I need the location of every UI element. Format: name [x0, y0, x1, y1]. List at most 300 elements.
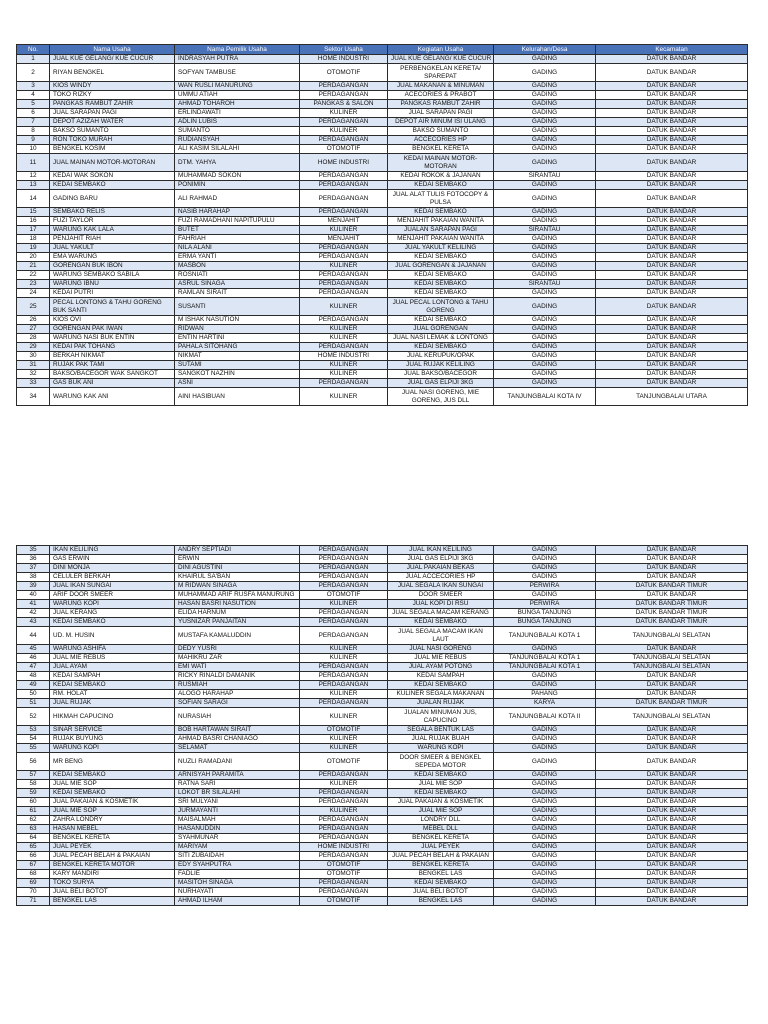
cell-village: GADING: [494, 325, 596, 334]
cell-sector: PERDAGANGAN: [300, 172, 388, 181]
table-row: [17, 262, 748, 271]
cell-business-name: RUJAK BUYUNG: [50, 735, 175, 744]
cell-owner-name: ADLIN LUBIS: [175, 118, 300, 127]
cell-village: GADING: [494, 235, 596, 244]
cell-no: 21: [17, 262, 50, 271]
cell-village: GADING: [494, 888, 596, 897]
cell-activity: MENJAHIT PAKAIAN WANITA: [388, 217, 494, 226]
cell-owner-name: ERLINDAWATI: [175, 109, 300, 118]
cell-activity: BENGKEL KERETA: [388, 861, 494, 870]
cell-activity: KEDAI SAMPAH: [388, 672, 494, 681]
cell-district: DATUK BANDAR: [596, 226, 748, 235]
cell-activity: JUAL NASI GORENG: [388, 645, 494, 654]
cell-sector: PERDAGANGAN: [300, 879, 388, 888]
cell-activity: KEDAI SEMBAKO: [388, 789, 494, 798]
cell-district: DATUK BANDAR: [596, 298, 748, 316]
cell-district: DATUK BANDAR: [596, 289, 748, 298]
cell-owner-name: MASITOH SINAGA: [175, 879, 300, 888]
cell-owner-name: PONIMIN: [175, 181, 300, 190]
cell-village: GADING: [494, 816, 596, 825]
cell-activity: DOOR SMEER & BENGKEL SEPEDA MOTOR: [388, 753, 494, 771]
cell-sector: KULINER: [300, 325, 388, 334]
cell-no: 71: [17, 897, 50, 906]
cell-owner-name: UMMU ATIAH: [175, 91, 300, 100]
cell-activity: JUAL NASI LEMAK & LONTONG: [388, 334, 494, 343]
cell-sector: PERDAGANGAN: [300, 280, 388, 289]
table-row: [17, 699, 748, 708]
cell-district: DATUK BANDAR: [596, 253, 748, 262]
cell-no: 15: [17, 208, 50, 217]
cell-sector: KULINER: [300, 298, 388, 316]
cell-district: DATUK BANDAR: [596, 816, 748, 825]
cell-activity: BENGKEL KERETA: [388, 145, 494, 154]
cell-business-name: WARUNG KAK ANI: [50, 388, 175, 406]
cell-sector: KULINER: [300, 744, 388, 753]
cell-village: GADING: [494, 843, 596, 852]
table-row: [17, 298, 748, 316]
table-row: [17, 852, 748, 861]
cell-activity: JUAL GAS ELPIJI 3KG: [388, 555, 494, 564]
cell-village: GADING: [494, 289, 596, 298]
cell-business-name: BAKSO SUMANTO: [50, 127, 175, 136]
cell-district: DATUK BANDAR: [596, 807, 748, 816]
cell-owner-name: SYAHMUNAR: [175, 834, 300, 843]
cell-village: GADING: [494, 154, 596, 172]
cell-sector: KULINER: [300, 127, 388, 136]
table-row: [17, 726, 748, 735]
cell-business-name: JUAL MIE REBUS: [50, 654, 175, 663]
cell-village: SIRANTAU: [494, 172, 596, 181]
cell-owner-name: JURMAYANTI: [175, 807, 300, 816]
cell-no: 64: [17, 834, 50, 843]
cell-activity: JUAL PECAL LONTONG & TAHU GORENG: [388, 298, 494, 316]
cell-activity: WARUNG KOPI: [388, 744, 494, 753]
cell-district: DATUK BANDAR: [596, 591, 748, 600]
table-row: [17, 780, 748, 789]
cell-activity: DEPOT AIR MINUM ISI ULANG: [388, 118, 494, 127]
cell-no: 11: [17, 154, 50, 172]
cell-business-name: KIOS WINDY: [50, 82, 175, 91]
cell-district: DATUK BANDAR: [596, 726, 748, 735]
cell-village: GADING: [494, 343, 596, 352]
cell-district: DATUK BANDAR TIMUR: [596, 600, 748, 609]
cell-district: DATUK BANDAR: [596, 262, 748, 271]
cell-activity: JUAL MIE SOP: [388, 807, 494, 816]
cell-district: DATUK BANDAR: [596, 208, 748, 217]
cell-sector: OTOMOTIF: [300, 145, 388, 154]
cell-business-name: JUAL BELI BOTOT: [50, 888, 175, 897]
cell-no: 31: [17, 361, 50, 370]
cell-no: 29: [17, 343, 50, 352]
cell-owner-name: ROSNIATI: [175, 271, 300, 280]
cell-district: DATUK BANDAR: [596, 109, 748, 118]
cell-no: 13: [17, 181, 50, 190]
cell-business-name: JUAL YAKULT: [50, 244, 175, 253]
cell-no: 33: [17, 379, 50, 388]
business-table-part-2: [16, 545, 748, 906]
cell-district: DATUK BANDAR: [596, 645, 748, 654]
table-row: [17, 609, 748, 618]
cell-village: BUNGA TANJUNG: [494, 618, 596, 627]
cell-district: DATUK BANDAR: [596, 834, 748, 843]
table-row: [17, 708, 748, 726]
cell-sector: PERDAGANGAN: [300, 118, 388, 127]
cell-owner-name: ASNI: [175, 379, 300, 388]
table-row: [17, 316, 748, 325]
table-row: [17, 136, 748, 145]
table-row: [17, 91, 748, 100]
cell-district: DATUK BANDAR: [596, 861, 748, 870]
cell-no: 52: [17, 708, 50, 726]
cell-village: GADING: [494, 672, 596, 681]
cell-owner-name: MUSTAFA KAMALUDDIN: [175, 627, 300, 645]
cell-business-name: BERKAH NIKMAT: [50, 352, 175, 361]
table-row: [17, 654, 748, 663]
cell-owner-name: AINI HASIBUAN: [175, 388, 300, 406]
cell-village: GADING: [494, 352, 596, 361]
cell-business-name: FUZI TAYLOR: [50, 217, 175, 226]
cell-village: GADING: [494, 370, 596, 379]
cell-village: PERWIRA: [494, 600, 596, 609]
cell-business-name: WARUNG IBNU: [50, 280, 175, 289]
cell-activity: BAKSO SUMANTO: [388, 127, 494, 136]
cell-activity: KEDAI SEMBAKO: [388, 316, 494, 325]
cell-activity: KEDAI SEMBAKO: [388, 253, 494, 262]
cell-business-name: GADING BARU: [50, 190, 175, 208]
cell-owner-name: SUSANTI: [175, 298, 300, 316]
cell-village: PERWIRA: [494, 582, 596, 591]
cell-village: GADING: [494, 244, 596, 253]
cell-business-name: KIOS OVI: [50, 316, 175, 325]
cell-owner-name: RUDIANSYAH: [175, 136, 300, 145]
cell-owner-name: AHMAD ILHAM: [175, 897, 300, 906]
cell-village: GADING: [494, 127, 596, 136]
cell-no: 49: [17, 681, 50, 690]
cell-village: GADING: [494, 64, 596, 82]
table-row: [17, 897, 748, 906]
cell-no: 9: [17, 136, 50, 145]
table-row: [17, 672, 748, 681]
cell-activity: ACCECORIES HP: [388, 136, 494, 145]
cell-owner-name: ERWIN: [175, 555, 300, 564]
cell-owner-name: NASIB HARAHAP: [175, 208, 300, 217]
cell-no: 32: [17, 370, 50, 379]
cell-sector: KULINER: [300, 370, 388, 379]
cell-village: GADING: [494, 271, 596, 280]
cell-sector: PERDAGANGAN: [300, 663, 388, 672]
cell-sector: HOME INDUSTRI: [300, 154, 388, 172]
cell-no: 3: [17, 82, 50, 91]
cell-owner-name: EDY SYAHPUTRA: [175, 861, 300, 870]
cell-village: GADING: [494, 334, 596, 343]
cell-district: DATUK BANDAR: [596, 370, 748, 379]
cell-owner-name: MARIYAM: [175, 843, 300, 852]
cell-activity: ACECORIES & PRABOT: [388, 91, 494, 100]
cell-sector: KULINER: [300, 226, 388, 235]
cell-sector: PERDAGANGAN: [300, 816, 388, 825]
cell-business-name: JUAL RUJAK: [50, 699, 175, 708]
cell-no: 44: [17, 627, 50, 645]
cell-owner-name: ENTIN HARTINI: [175, 334, 300, 343]
cell-business-name: KEDAI SEMBAKO: [50, 181, 175, 190]
cell-sector: KULINER: [300, 735, 388, 744]
cell-no: 55: [17, 744, 50, 753]
cell-activity: KEDAI SEMBAKO: [388, 771, 494, 780]
cell-no: 6: [17, 109, 50, 118]
cell-business-name: PECAL LONTONG & TAHU GORENG BUK SANTI: [50, 298, 175, 316]
table-row: [17, 564, 748, 573]
cell-village: GADING: [494, 91, 596, 100]
cell-owner-name: ARNISYAH PARAMITA: [175, 771, 300, 780]
cell-business-name: GORENGAN PAK IWAN: [50, 325, 175, 334]
cell-district: TANJUNGBALAI UTARA: [596, 388, 748, 406]
cell-district: DATUK BANDAR TIMUR: [596, 609, 748, 618]
cell-no: 65: [17, 843, 50, 852]
col-header-business-name: Nama Usaha: [50, 45, 175, 55]
cell-sector: KULINER: [300, 334, 388, 343]
cell-district: DATUK BANDAR: [596, 325, 748, 334]
cell-business-name: KEDAI SEMBAKO: [50, 618, 175, 627]
cell-district: DATUK BANDAR: [596, 217, 748, 226]
table-row: [17, 388, 748, 406]
col-header-activity: Kegiatan Usaha: [388, 45, 494, 55]
cell-owner-name: ASRUL SINAGA: [175, 280, 300, 289]
cell-business-name: MR BENG: [50, 753, 175, 771]
cell-business-name: GAS ERWIN: [50, 555, 175, 564]
cell-no: 39: [17, 582, 50, 591]
cell-no: 58: [17, 780, 50, 789]
cell-sector: HOME INDUSTRI: [300, 55, 388, 64]
table-header: [17, 45, 748, 55]
business-table-part-1: [16, 44, 748, 406]
cell-business-name: RM. HOLAT: [50, 690, 175, 699]
cell-village: GADING: [494, 316, 596, 325]
cell-sector: OTOMOTIF: [300, 870, 388, 879]
cell-sector: OTOMOTIF: [300, 64, 388, 82]
cell-district: DATUK BANDAR: [596, 753, 748, 771]
cell-district: DATUK BANDAR: [596, 118, 748, 127]
cell-village: SIRANTAU: [494, 226, 596, 235]
table-row: [17, 834, 748, 843]
cell-owner-name: SUMANTO: [175, 127, 300, 136]
cell-owner-name: RATNA SARI: [175, 780, 300, 789]
cell-owner-name: M RIDWAN SINAGA: [175, 582, 300, 591]
cell-sector: KULINER: [300, 780, 388, 789]
cell-sector: PERDAGANGAN: [300, 253, 388, 262]
cell-district: DATUK BANDAR: [596, 136, 748, 145]
cell-business-name: HASAN MEBEL: [50, 825, 175, 834]
cell-district: DATUK BANDAR: [596, 154, 748, 172]
cell-activity: KEDAI ROKOK & JAJANAN: [388, 172, 494, 181]
cell-no: 14: [17, 190, 50, 208]
cell-village: GADING: [494, 798, 596, 807]
cell-no: 69: [17, 879, 50, 888]
cell-village: GADING: [494, 253, 596, 262]
cell-business-name: HIKMAH CAPUCINO: [50, 708, 175, 726]
cell-no: 16: [17, 217, 50, 226]
cell-sector: HOME INDUSTRI: [300, 843, 388, 852]
cell-activity: KEDAI SEMBAKO: [388, 208, 494, 217]
cell-district: DATUK BANDAR TIMUR: [596, 699, 748, 708]
cell-activity: JUAL PEYEK: [388, 843, 494, 852]
cell-activity: JUAL ACCECORIES HP: [388, 573, 494, 582]
cell-business-name: TOKO RIZKY: [50, 91, 175, 100]
cell-village: GADING: [494, 118, 596, 127]
cell-sector: KULINER: [300, 708, 388, 726]
cell-activity: JUAL SEGALA MACAM IKAN LAUT: [388, 627, 494, 645]
cell-village: GADING: [494, 573, 596, 582]
cell-district: DATUK BANDAR: [596, 825, 748, 834]
cell-business-name: JUAL MAINAN MOTOR-MOTORAN: [50, 154, 175, 172]
cell-district: DATUK BANDAR: [596, 235, 748, 244]
table-row: [17, 154, 748, 172]
cell-village: GADING: [494, 879, 596, 888]
cell-village: GADING: [494, 771, 596, 780]
cell-village: GADING: [494, 181, 596, 190]
cell-no: 60: [17, 798, 50, 807]
table-row: [17, 807, 748, 816]
cell-owner-name: AHMAD BASRI CHANIAGO: [175, 735, 300, 744]
cell-activity: LONDRY DLL: [388, 816, 494, 825]
cell-owner-name: PAHALA SITOHANG: [175, 343, 300, 352]
cell-sector: HOME INDUSTRI: [300, 352, 388, 361]
cell-activity: KEDAI SEMBAKO: [388, 879, 494, 888]
cell-owner-name: HASAN BASRI NASUTION: [175, 600, 300, 609]
cell-business-name: GORENGAN BUK IBON: [50, 262, 175, 271]
table-row: [17, 118, 748, 127]
cell-no: 68: [17, 870, 50, 879]
cell-owner-name: BUTET: [175, 226, 300, 235]
cell-owner-name: NUZLI RAMADANI: [175, 753, 300, 771]
table-row: [17, 645, 748, 654]
table-row: [17, 235, 748, 244]
cell-business-name: UD. M. HUSIN: [50, 627, 175, 645]
cell-owner-name: FAHRIAH: [175, 235, 300, 244]
cell-activity: KEDAI SEMBAKO: [388, 271, 494, 280]
table-row: [17, 546, 748, 555]
cell-owner-name: HASANUDDIN: [175, 825, 300, 834]
cell-sector: KULINER: [300, 262, 388, 271]
cell-business-name: PANGKAS RAMBUT ZAHIR: [50, 100, 175, 109]
cell-activity: JUAL PAKAIAN BEKAS: [388, 564, 494, 573]
cell-district: DATUK BANDAR: [596, 735, 748, 744]
cell-village: TANJUNGBALAI KOTA II: [494, 708, 596, 726]
cell-district: DATUK BANDAR: [596, 879, 748, 888]
cell-owner-name: ALI KASIM SILALAHI: [175, 145, 300, 154]
table-row: [17, 816, 748, 825]
cell-village: GADING: [494, 726, 596, 735]
cell-village: GADING: [494, 789, 596, 798]
cell-sector: PERDAGANGAN: [300, 681, 388, 690]
cell-business-name: WARUNG NASI BUK ENTIN: [50, 334, 175, 343]
table-row: [17, 690, 748, 699]
cell-no: 7: [17, 118, 50, 127]
cell-district: DATUK BANDAR: [596, 352, 748, 361]
cell-no: 10: [17, 145, 50, 154]
cell-sector: PERDAGANGAN: [300, 573, 388, 582]
cell-owner-name: NIKMAT: [175, 352, 300, 361]
cell-sector: PERDAGANGAN: [300, 609, 388, 618]
cell-village: GADING: [494, 645, 596, 654]
cell-village: GADING: [494, 744, 596, 753]
table-row: [17, 253, 748, 262]
cell-no: 5: [17, 100, 50, 109]
cell-village: GADING: [494, 834, 596, 843]
cell-activity: KEDAI SEMBAKO: [388, 681, 494, 690]
cell-business-name: JUAL PECAH BELAH & PAKAIAN: [50, 852, 175, 861]
cell-activity: JUAL MIE SOP: [388, 780, 494, 789]
cell-business-name: JUAL MIE SOP: [50, 780, 175, 789]
table-row: [17, 843, 748, 852]
cell-owner-name: RIDWAN: [175, 325, 300, 334]
cell-district: DATUK BANDAR: [596, 870, 748, 879]
table-row: [17, 663, 748, 672]
cell-activity: BENGKEL LAS: [388, 897, 494, 906]
cell-sector: PERDAGANGAN: [300, 618, 388, 627]
cell-no: 40: [17, 591, 50, 600]
cell-owner-name: ALI RAHMAD: [175, 190, 300, 208]
cell-no: 57: [17, 771, 50, 780]
cell-activity: JUAL KUE GELANG/ KUE CUCUR: [388, 55, 494, 64]
cell-district: DATUK BANDAR: [596, 573, 748, 582]
cell-sector: OTOMOTIF: [300, 726, 388, 735]
cell-owner-name: SRI MULYANI: [175, 798, 300, 807]
cell-business-name: WARUNG KAK LALA: [50, 226, 175, 235]
cell-owner-name: SANGKOT NAZHIN: [175, 370, 300, 379]
cell-owner-name: RAMLAN SIRAIT: [175, 289, 300, 298]
cell-sector: KULINER: [300, 600, 388, 609]
cell-activity: JUAL SEGALA MACAM KERANG: [388, 609, 494, 618]
table-row: [17, 600, 748, 609]
cell-village: GADING: [494, 780, 596, 789]
cell-no: 25: [17, 298, 50, 316]
cell-owner-name: SOFIAN SARAGI: [175, 699, 300, 708]
cell-village: GADING: [494, 55, 596, 64]
cell-activity: JUAL PAKAIAN & KOSMETIK: [388, 798, 494, 807]
cell-sector: PERDAGANGAN: [300, 546, 388, 555]
cell-owner-name: KHAIRUL SA'BAN: [175, 573, 300, 582]
cell-no: 50: [17, 690, 50, 699]
cell-business-name: DINI MONJA: [50, 564, 175, 573]
table-row: [17, 573, 748, 582]
cell-activity: JUAL BELI BOTOT: [388, 888, 494, 897]
cell-sector: PERDAGANGAN: [300, 91, 388, 100]
table-row: [17, 735, 748, 744]
cell-district: TANJUNGBALAI SELATAN: [596, 654, 748, 663]
table-row: [17, 64, 748, 82]
cell-sector: PERDAGANGAN: [300, 244, 388, 253]
cell-activity: JUAL KERUPUK/OPAK: [388, 352, 494, 361]
cell-owner-name: DEDY YUSRI: [175, 645, 300, 654]
cell-business-name: PENJAHIT RIAH: [50, 235, 175, 244]
cell-no: 42: [17, 609, 50, 618]
cell-business-name: SEMBAKO RELIS: [50, 208, 175, 217]
cell-village: BUNGA TANJUNG: [494, 609, 596, 618]
cell-business-name: KEDAI PAK TOHANG: [50, 343, 175, 352]
cell-no: 2: [17, 64, 50, 82]
table-row: [17, 627, 748, 645]
table-row: [17, 208, 748, 217]
cell-village: GADING: [494, 298, 596, 316]
cell-activity: JUAL YAKULT KELILING: [388, 244, 494, 253]
cell-no: 1: [17, 55, 50, 64]
cell-no: 67: [17, 861, 50, 870]
table-row: [17, 217, 748, 226]
cell-owner-name: FUZI RAMADHANI NAPITUPULU: [175, 217, 300, 226]
cell-no: 18: [17, 235, 50, 244]
cell-sector: PERDAGANGAN: [300, 181, 388, 190]
cell-business-name: WARUNG KOPI: [50, 600, 175, 609]
